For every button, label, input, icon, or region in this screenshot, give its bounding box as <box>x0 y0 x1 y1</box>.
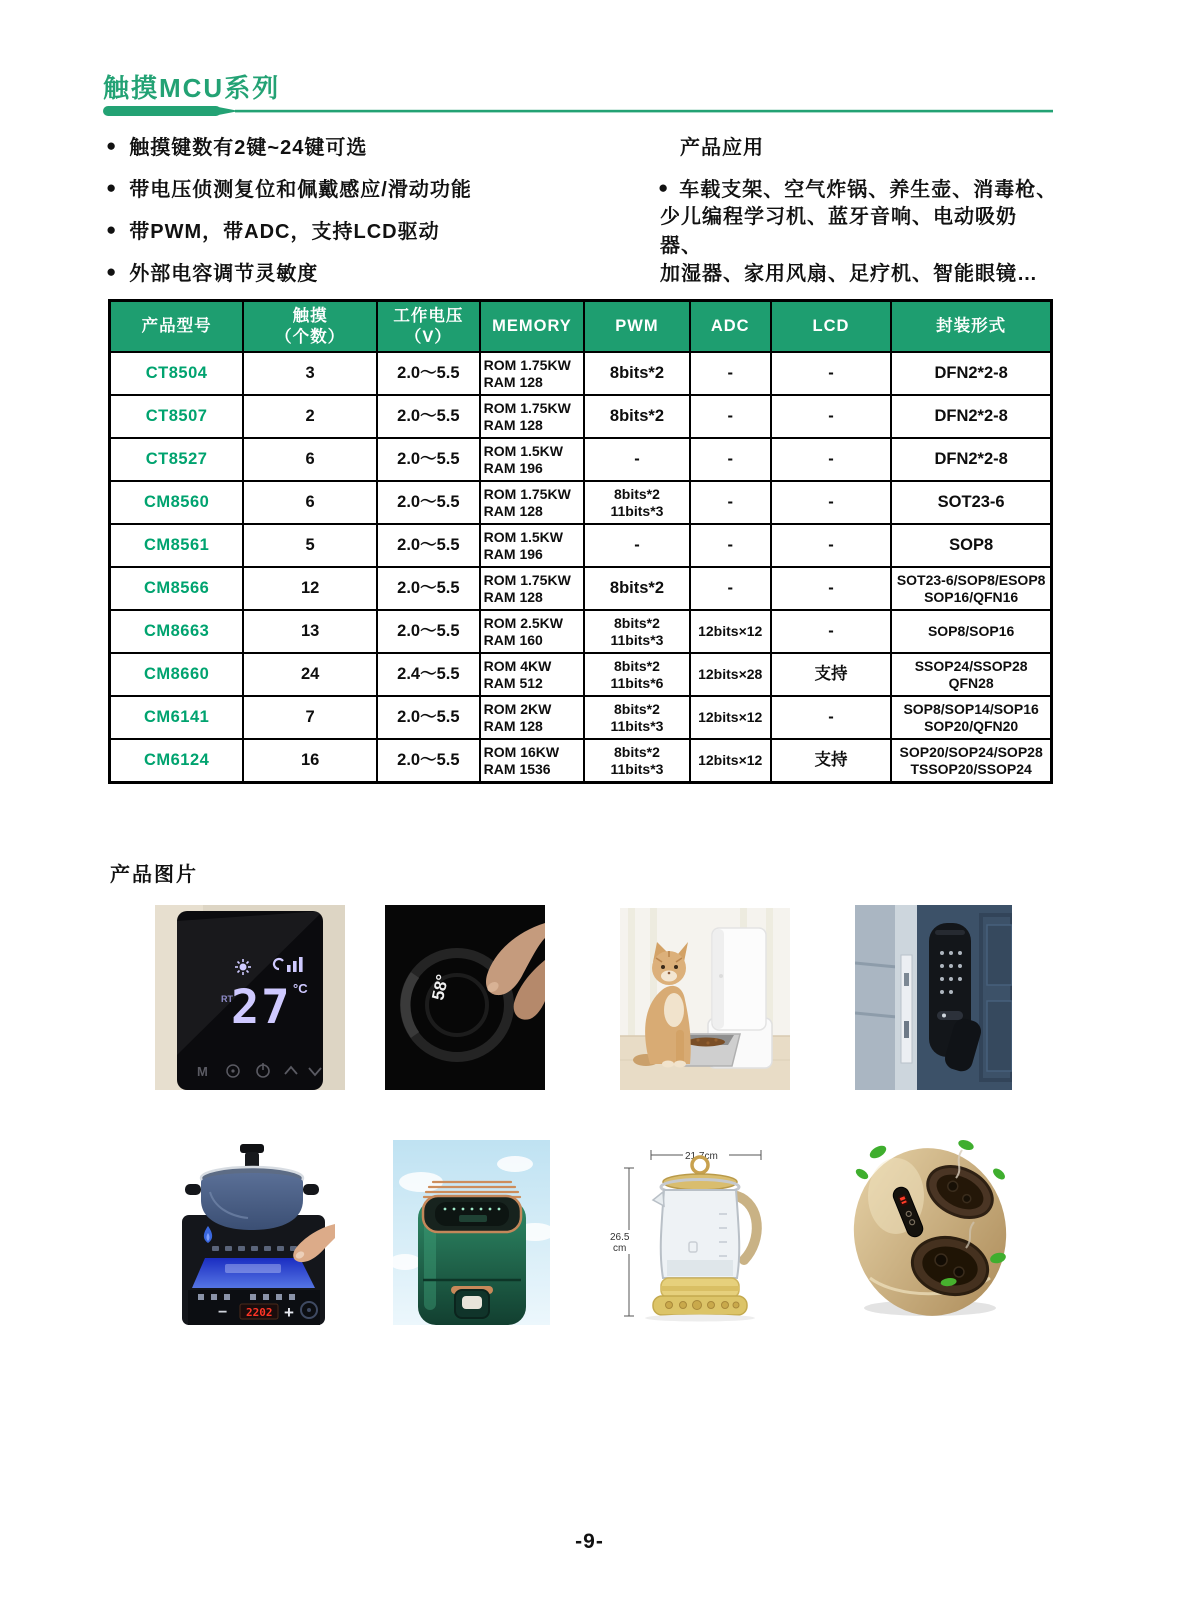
cell-model: CM6124 <box>110 739 244 783</box>
applications-line: 加湿器、家用风扇、足疗机、智能眼镜… <box>660 262 1038 285</box>
health-kettle-image <box>603 1138 785 1323</box>
cell-touch-count: 16 <box>243 739 377 783</box>
temperature-readout: 27 <box>231 980 292 1035</box>
cell-voltage: 2.0～5.5 <box>377 696 480 739</box>
mcu-spec-table <box>108 299 1053 784</box>
cell-lcd: - <box>771 696 892 739</box>
cell-touch-count: 3 <box>243 352 377 395</box>
title-underline <box>103 103 1053 124</box>
cell-adc: - <box>690 567 771 610</box>
cell-voltage: 2.0～5.5 <box>377 438 480 481</box>
column-header: ADC <box>690 301 771 353</box>
cell-touch-count: 13 <box>243 610 377 653</box>
mode-button: M <box>197 1064 208 1079</box>
cell-adc: - <box>690 524 771 567</box>
cell-memory: ROM 2KW RAM 128 <box>480 696 585 739</box>
cell-memory: ROM 1.75KW RAM 128 <box>480 352 585 395</box>
air-fryer-body <box>418 1182 526 1325</box>
cell-pwm: 8bits*2 11bits*6 <box>584 653 690 696</box>
bullet-icon: ● <box>106 219 118 239</box>
table-row <box>110 352 1052 395</box>
bullet-icon: ● <box>106 135 118 155</box>
touch-dial-image <box>385 905 545 1090</box>
cell-adc: - <box>690 438 771 481</box>
pictures-heading: 产品图片 <box>110 864 198 886</box>
cell-touch-count: 6 <box>243 481 377 524</box>
column-header: 封装形式 <box>891 301 1051 353</box>
induction-cooker-image <box>170 1140 335 1325</box>
cell-lcd: - <box>771 481 892 524</box>
table-row <box>110 524 1052 567</box>
cell-pwm: 8bits*2 11bits*3 <box>584 696 690 739</box>
feature-item <box>106 166 472 208</box>
cell-touch-count: 7 <box>243 696 377 739</box>
cooker-display: 2202 <box>246 1306 273 1319</box>
pet-feeder-image <box>620 908 790 1090</box>
cell-touch-count: 24 <box>243 653 377 696</box>
table-row <box>110 653 1052 696</box>
minus-button: − <box>218 1304 228 1321</box>
table-row <box>110 696 1052 739</box>
thermostat-image <box>155 905 345 1090</box>
fingerprint-slot <box>937 1011 963 1020</box>
cell-voltage: 2.0～5.5 <box>377 610 480 653</box>
feature-item <box>106 124 472 166</box>
feature-text: 带PWM，带ADC，支持LCD驱动 <box>129 220 440 243</box>
table-row <box>110 481 1052 524</box>
cell-model: CT8507 <box>110 395 244 438</box>
column-header: 工作电压 （V） <box>377 301 480 353</box>
height-label-unit: cm <box>613 1243 627 1254</box>
applications-line: 少儿编程学习机、蓝牙音响、电动吸奶器、 <box>660 206 1017 257</box>
cell-adc: - <box>690 481 771 524</box>
feature-text: 外部电容调节灵敏度 <box>129 262 319 285</box>
cell-memory: ROM 1.75KW RAM 128 <box>480 567 585 610</box>
bullet-icon: ● <box>106 177 118 197</box>
cell-adc: - <box>690 352 771 395</box>
cell-voltage: 2.0～5.5 <box>377 481 480 524</box>
feature-item <box>106 208 472 250</box>
cell-memory: ROM 1.75KW RAM 128 <box>480 395 585 438</box>
cell-memory: ROM 16KW RAM 1536 <box>480 739 585 783</box>
plus-button: + <box>284 1303 294 1322</box>
column-header: 触摸 （个数） <box>243 301 377 353</box>
cell-voltage: 2.0～5.5 <box>377 524 480 567</box>
cell-package: SOP8 <box>891 524 1051 567</box>
cell-model: CM8660 <box>110 653 244 696</box>
cell-model: CM6141 <box>110 696 244 739</box>
cell-voltage: 2.0～5.5 <box>377 567 480 610</box>
cell-pwm: - <box>584 438 690 481</box>
column-header: MEMORY <box>480 301 585 353</box>
height-label-value: 26.5 <box>610 1232 630 1243</box>
cell-lcd: - <box>771 524 892 567</box>
cell-touch-count: 12 <box>243 567 377 610</box>
feature-item <box>106 250 472 292</box>
cell-lcd: - <box>771 567 892 610</box>
applications-text: 车载支架、空气炸锅、养生壶、消毒枪、 <box>679 178 1058 201</box>
table-row <box>110 567 1052 610</box>
cell-lcd: - <box>771 352 892 395</box>
cell-memory: ROM 1.75KW RAM 128 <box>480 481 585 524</box>
cell-pwm: 8bits*2 <box>584 395 690 438</box>
bullet-icon: ● <box>106 261 118 281</box>
cell-lcd: - <box>771 395 892 438</box>
column-header: LCD <box>771 301 892 353</box>
cell-touch-count: 2 <box>243 395 377 438</box>
cell-pwm: 8bits*2 <box>584 567 690 610</box>
column-header: 产品型号 <box>110 301 244 353</box>
cell-voltage: 2.0～5.5 <box>377 739 480 783</box>
cell-lcd: 支持 <box>771 653 892 696</box>
strike-plate <box>901 955 912 1063</box>
cell-model: CM8561 <box>110 524 244 567</box>
dial-readout: 58° <box>428 972 453 1002</box>
page-number: -9- <box>575 1530 604 1553</box>
cell-pwm: 8bits*2 11bits*3 <box>584 610 690 653</box>
cell-package: SOT23-6 <box>891 481 1051 524</box>
cell-package: SOT23-6/SOP8/ESOP8 SOP16/QFN16 <box>891 567 1051 610</box>
bullet-icon: ● <box>658 177 670 197</box>
cell-voltage: 2.0～5.5 <box>377 352 480 395</box>
cell-lcd: - <box>771 438 892 481</box>
cell-lcd: 支持 <box>771 739 892 783</box>
cell-package: DFN2*2-8 <box>891 438 1051 481</box>
cell-package: SSOP24/SSOP28 QFN28 <box>891 653 1051 696</box>
cell-adc: - <box>690 395 771 438</box>
cell-pwm: 8bits*2 11bits*3 <box>584 481 690 524</box>
cell-model: CM8663 <box>110 610 244 653</box>
cell-package: DFN2*2-8 <box>891 395 1051 438</box>
cell-model: CT8527 <box>110 438 244 481</box>
control-panel <box>188 1290 320 1325</box>
cell-pwm: 8bits*2 11bits*3 <box>584 739 690 783</box>
feature-text: 触摸键数有2键~24键可选 <box>129 136 368 159</box>
table-row <box>110 739 1052 783</box>
cell-lcd: - <box>771 610 892 653</box>
cell-package: DFN2*2-8 <box>891 352 1051 395</box>
feature-text: 带电压侦测复位和佩戴感应/滑动功能 <box>129 178 472 201</box>
page-title: 触摸MCU系列 <box>103 73 281 103</box>
cell-touch-count: 5 <box>243 524 377 567</box>
width-label: 21.7cm <box>685 1151 718 1162</box>
temperature-unit: °C <box>293 981 308 996</box>
air-fryer-image <box>393 1140 550 1325</box>
cell-model: CT8504 <box>110 352 244 395</box>
table-row <box>110 610 1052 653</box>
applications-heading: 产品应用 <box>680 136 764 159</box>
cell-model: CM8560 <box>110 481 244 524</box>
door-lock-image <box>855 905 1012 1090</box>
cell-memory: ROM 1.5KW RAM 196 <box>480 524 585 567</box>
cell-adc: 12bits×12 <box>690 696 771 739</box>
cell-memory: ROM 2.5KW RAM 160 <box>480 610 585 653</box>
cell-pwm: - <box>584 524 690 567</box>
cell-memory: ROM 1.5KW RAM 196 <box>480 438 585 481</box>
table-header-row <box>110 301 1052 353</box>
table-row <box>110 395 1052 438</box>
cell-package: SOP8/SOP14/SOP16 SOP20/QFN20 <box>891 696 1051 739</box>
cell-voltage: 2.0～5.5 <box>377 395 480 438</box>
cell-adc: 12bits×28 <box>690 653 771 696</box>
cell-adc: 12bits×12 <box>690 610 771 653</box>
cell-model: CM8566 <box>110 567 244 610</box>
rt-label: RT <box>221 994 233 1004</box>
table-body <box>110 352 1052 783</box>
cell-voltage: 2.4～5.5 <box>377 653 480 696</box>
cell-package: SOP20/SOP24/SOP28 TSSOP20/SSOP24 <box>891 739 1051 783</box>
foot-massager-image <box>848 1138 1012 1323</box>
cell-package: SOP8/SOP16 <box>891 610 1051 653</box>
cell-touch-count: 6 <box>243 438 377 481</box>
column-header: PWM <box>584 301 690 353</box>
cell-memory: ROM 4KW RAM 512 <box>480 653 585 696</box>
feature-list <box>106 124 472 292</box>
cell-adc: 12bits×12 <box>690 739 771 783</box>
applications-block <box>658 124 1058 292</box>
table-row <box>110 438 1052 481</box>
cell-pwm: 8bits*2 <box>584 352 690 395</box>
